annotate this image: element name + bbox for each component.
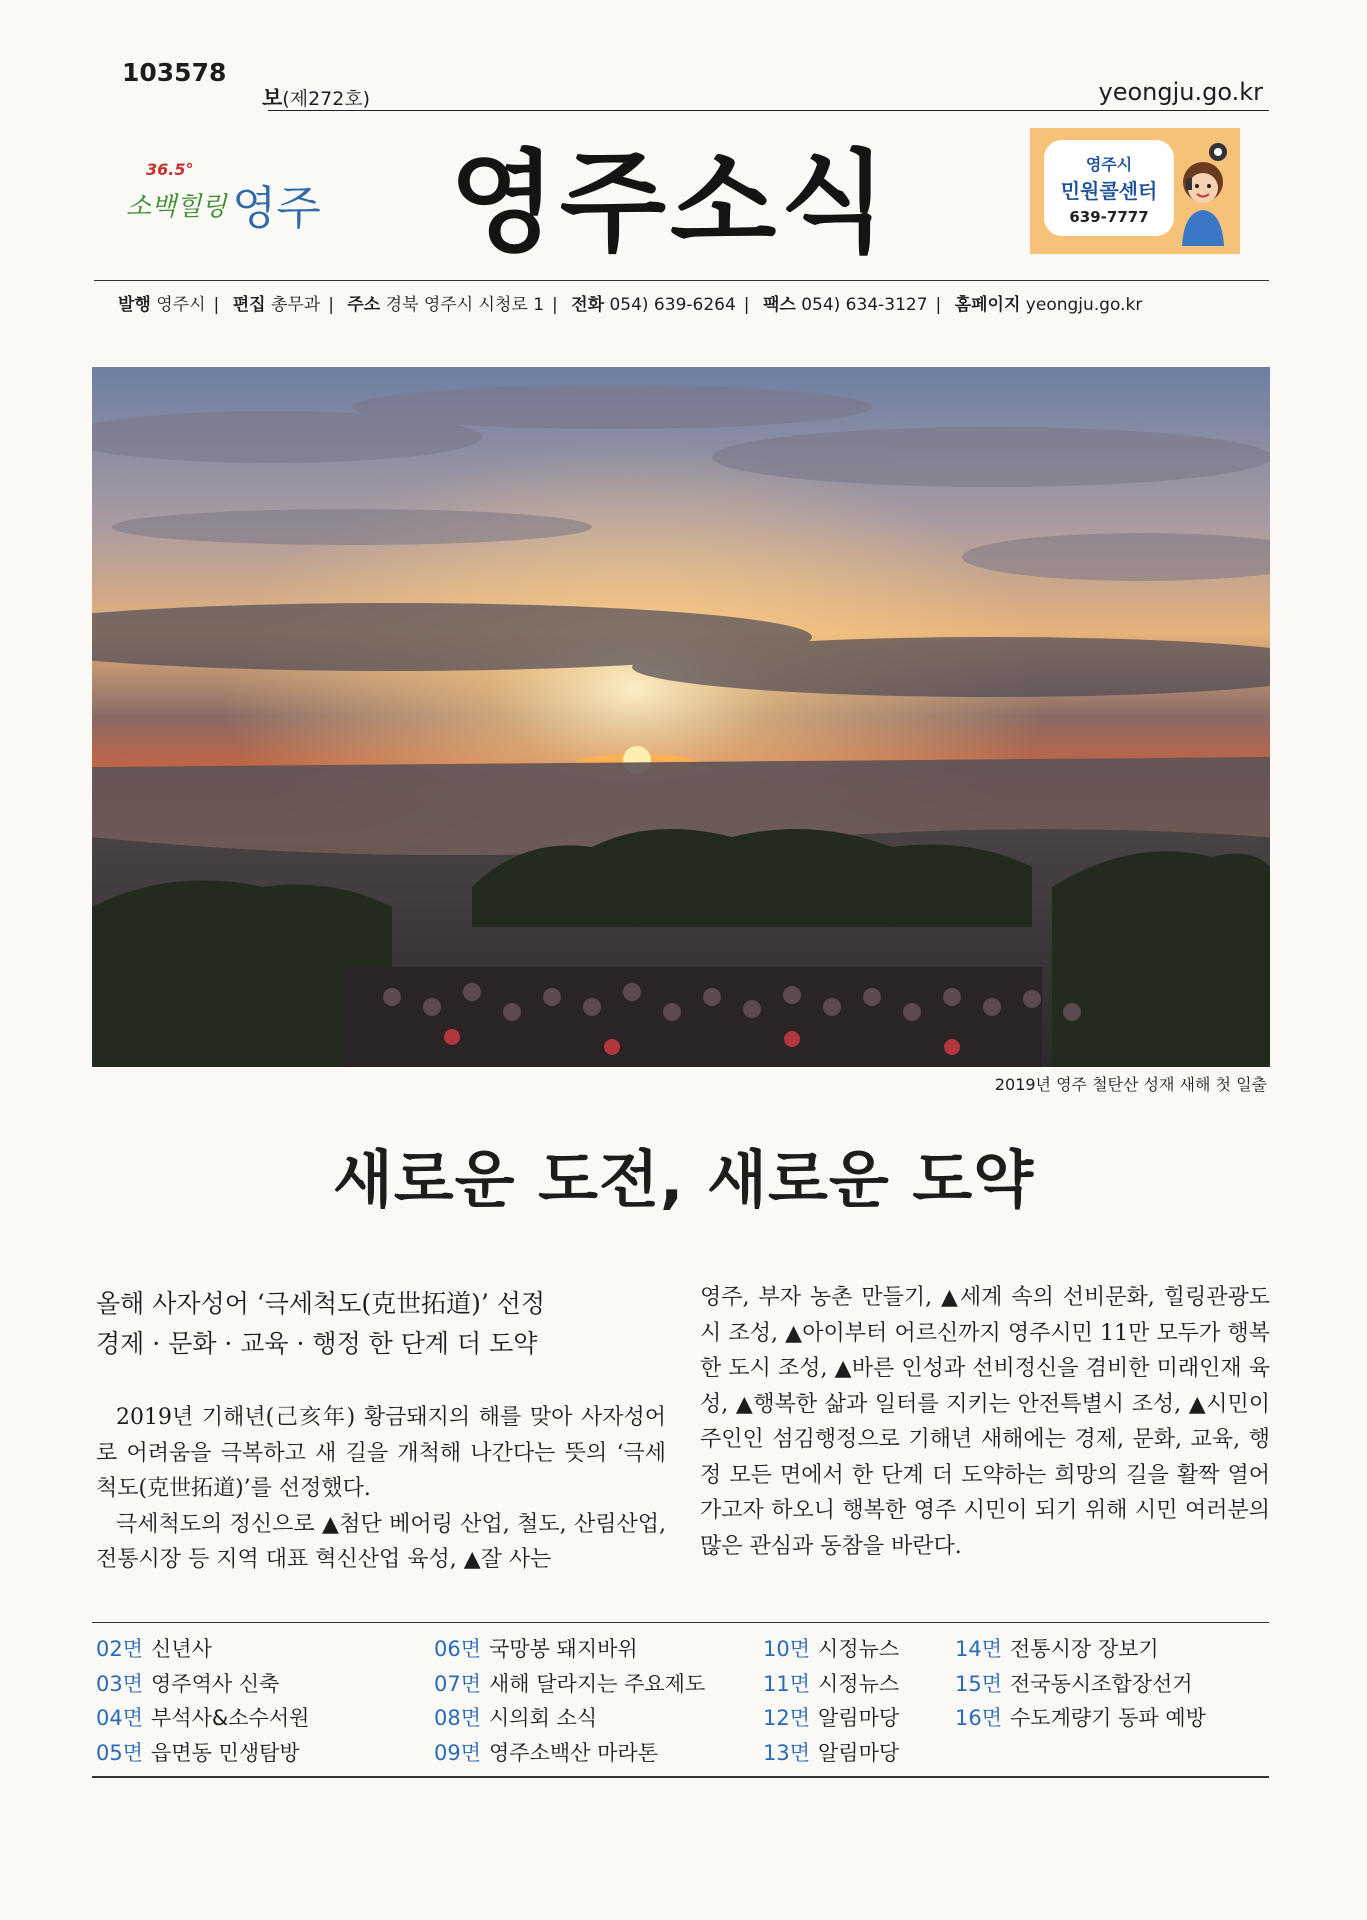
toc-item[interactable]: 03면 영주역사 신축: [96, 1671, 280, 1696]
site-url[interactable]: yeongju.go.kr: [1098, 78, 1263, 106]
callcenter-city: 영주시: [1085, 155, 1133, 174]
photo-caption: 2019년 영주 철탄산 성재 새해 첫 일출: [994, 1075, 1267, 1094]
address-value: 경북 영주시 시청로 1: [385, 295, 545, 315]
editor-label: 편집: [232, 295, 266, 315]
callcenter-phone: 639-7777: [1069, 208, 1149, 226]
article-paragraph: 영주, 부자 농촌 만들기, ▲세계 속의 선비문화, 힐링관광도시 조성, ▲아이부터 어르신까지 영주시민 11만 모두가 행복한 도시 조성, ▲바른 인성과 선비정신을 겸비한 미래인재 육성, ▲행복한 삶과 일터를 지키는 안전특별시 조성, ▲시민이 주인인 섬김행정으로 기해년 새해에는 경제, 문화, 교육, 행정 모든 면에서 한 단계 더 도약하는 희망의 길을 활짝 열어 가고자 하오니 행복한 영주 시민이 되기 위해 시민 여러분의 많은 관심과 동참을 바란다.: [700, 1285, 1270, 1559]
toc-column-2: [434, 1632, 705, 1770]
phone-value: 054) 639-6264: [609, 295, 736, 315]
issue-title-text: 보: [262, 86, 283, 110]
homepage-value[interactable]: yeongju.go.kr: [1025, 295, 1143, 315]
callcenter-bubble: [1044, 140, 1174, 236]
toc-item[interactable]: 05면 읍면동 민생탐방: [96, 1740, 300, 1765]
toc-item[interactable]: 06면 국망봉 돼지바위: [434, 1637, 638, 1661]
city-logo: [118, 150, 348, 245]
toc-item[interactable]: 12면 알림마당: [763, 1706, 900, 1730]
info-divider: [94, 280, 1269, 281]
toc-item[interactable]: 08면 시의회 소식: [434, 1706, 598, 1730]
publisher-label: 발행: [118, 295, 151, 315]
toc-item[interactable]: 15면 전국동시조합장선거: [955, 1671, 1193, 1696]
issue-id: 103578: [122, 58, 227, 87]
subhead-line-2: 경제 · 문화 · 교육 · 행정 한 단계 더 도약: [96, 1329, 538, 1358]
toc-item[interactable]: 07면 새해 달라지는 주요제도: [434, 1671, 706, 1696]
logo-tag: 36.5°: [146, 160, 194, 179]
callcenter-banner: [1030, 128, 1240, 254]
logo-slogan: 소백힐링: [126, 192, 227, 222]
subhead-line-1: 올해 사자성어 ‘극세척도(克世拓道)’ 선정: [96, 1289, 546, 1318]
article-paragraph: 2019년 기해년(己亥年) 황금돼지의 해를 맞아 사자성어로 어려움을 극복하고 새 길을 개척해 나간다는 뜻의 ‘극세척도(克世拓道)’를 선정했다.: [96, 1405, 666, 1501]
toc-column-4: [955, 1632, 1206, 1736]
publication-info: 발행 영주시 | 편집 총무과 | 주소 경북 영주시 시청로 1 | 전화 054) 639-6264 | 팩스 054) 634-3127 | 홈페이지 yeongju.go.kr: [118, 295, 1143, 315]
toc-item[interactable]: 10면 시정뉴스: [763, 1637, 900, 1661]
operator-icon: [1172, 142, 1234, 246]
callcenter-name: 민원콜센터: [1060, 179, 1158, 203]
sunrise-photo: [92, 367, 1270, 1067]
toc-item[interactable]: 13면 알림마당: [763, 1740, 900, 1765]
sunrise-photo-image: [92, 367, 1270, 1067]
issue-title: [262, 82, 370, 112]
article-subhead: [96, 1284, 686, 1364]
toc-item[interactable]: 11면 시정뉴스: [763, 1671, 900, 1696]
fax-label: 팩스: [762, 295, 796, 315]
toc-item[interactable]: 04면 부석사&소수서원: [96, 1706, 310, 1730]
publisher-value: 영주시: [156, 295, 206, 315]
toc-item[interactable]: 09면 영주소백산 마라톤: [434, 1740, 658, 1765]
main-headline: 새로운 도전, 새로운 도약: [332, 1143, 1035, 1216]
issue-number: (제272호): [282, 88, 371, 110]
toc-item[interactable]: 16면 수도계량기 동파 예방: [955, 1706, 1206, 1730]
toc-item[interactable]: 02면 신년사: [96, 1637, 212, 1661]
toc-divider-top: [92, 1622, 1269, 1623]
article-column-1: [96, 1400, 666, 1578]
logo-city-name: 영주: [232, 181, 321, 235]
article-paragraph: 극세척도의 정신으로 ▲첨단 베어링 산업, 철도, 산림산업, 전통시장 등 지역 대표 혁신산업 육성, ▲잘 사는: [96, 1511, 666, 1572]
article-column-2: [700, 1280, 1270, 1564]
masthead-title: 영주소식: [449, 139, 891, 267]
fax-value: 054) 634-3127: [801, 295, 928, 315]
toc-column-1: [96, 1632, 309, 1770]
toc-item[interactable]: 14면 전통시장 장보기: [955, 1637, 1159, 1661]
phone-label: 전화: [571, 295, 605, 315]
toc-column-3: [763, 1632, 899, 1770]
homepage-label: 홈페이지: [954, 295, 1021, 315]
address-label: 주소: [347, 295, 381, 315]
toc-divider-bottom: [92, 1776, 1269, 1778]
editor-value: 총무과: [270, 295, 321, 315]
top-divider: [268, 110, 1269, 111]
